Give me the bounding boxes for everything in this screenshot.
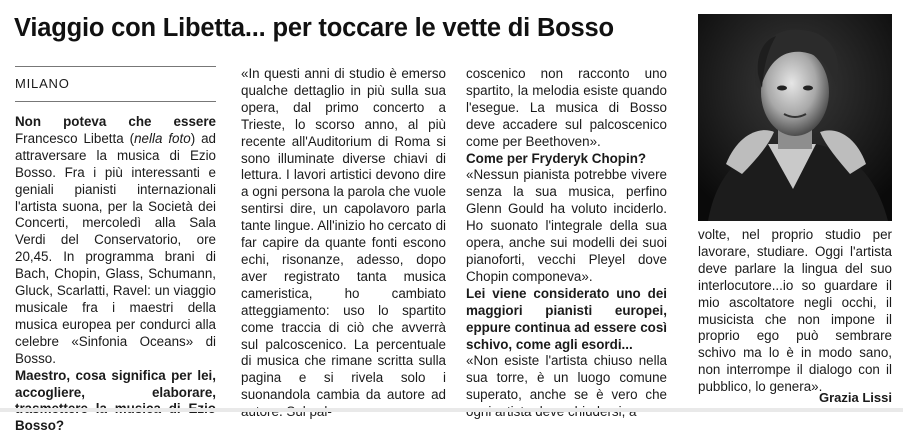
column-2 bbox=[241, 66, 446, 421]
byline: Grazia Lissi bbox=[819, 390, 892, 405]
column-4 bbox=[698, 227, 892, 396]
headline: Viaggio con Libetta... per toccare le vette di Bosso bbox=[14, 14, 614, 42]
column-1 bbox=[15, 66, 216, 435]
answer-1-continued: coscenico non racconto uno spartito, la melodia esiste quando l'esegue. La musica di Bosso deve accadere sul palcoscenico come per Beethoven». bbox=[466, 66, 667, 149]
lead-italic: nella foto bbox=[134, 130, 191, 146]
question-1: Maestro, cosa significa per lei, accogliere, elaborare, Bosso? bbox=[15, 367, 216, 434]
answer-1: «In questi anni di studio è emerso qualche dettaglio in più sulla sua opera, dal primo concerto a Trieste, lo scorso anno, al più recente all'Auditorium di Roma si sono illuminate diverse chiavi di lettura. I lavori artistici devono dire a ogni persona la parola che vuole sentirsi dire, un capolavoro parla tante lingue. All'inizio ho cercato di far capire da quante fonti escono echi, risonanze, adesso, dopo aver registrato tanta musica cameristica, ho cambiato atteggiamento: uso lo spartito come traccia di ciò che avverrà sul palcoscenico. La percentuale di musica che rimane scritta sulla pagina e si rivela solo i suonandola cambia da autore ad bbox=[241, 66, 446, 403]
lead-paragraph bbox=[15, 114, 216, 368]
dateline: MILANO bbox=[15, 66, 216, 102]
column-3-body bbox=[466, 66, 667, 421]
question-2: Come per Fryderyk Chopin? bbox=[466, 150, 647, 166]
question-3: Lei viene considerato uno dei maggiori pianisti europei, eppure continua ad essere così schivo, come agli esordi... bbox=[466, 285, 667, 352]
answer-3a: «Non esiste l'artista chiuso nella sua torre, è un luogo comune superato, anche se è vero che bbox=[466, 353, 667, 403]
answer-3b: volte, nel proprio studio per lavorare, studiare. Oggi l'artista deve parlare la lingua del suo interlocutore...io so guardare il mio ascoltatore negli occhi, il musicista che non impone il proprio ego può sembrare schivo ma lo è in modo sano, non interrompe il dialogo con il pubblico, lo genera». bbox=[698, 227, 892, 395]
lead-text-2: ) ad attraversare la musica di Ezio Bosso. Fra i più interessanti e geniali pianisti internazionali l'artista suona, per la Società dei Concerti, mercoledì alla Sala Verdi del Conservatorio, ore 20,45. In programma brani di Bach, Chopin, Glass, Schumann, Gluck, Scarlatti, Ravel: un viaggio musicale fra i maestri della musica europea per condurci alla celebre «Sinfonia Oceans» di Bosso. bbox=[15, 130, 216, 366]
page-bottom-rule bbox=[0, 408, 903, 412]
portrait-photo bbox=[698, 14, 892, 221]
lead-bold: Non poteva che essere bbox=[15, 114, 216, 129]
lead-text-1: Francesco Libetta ( bbox=[15, 130, 135, 146]
answer-2: «Nessun pianista potrebbe vivere senza la sua musica, perfino Glenn Gould ha voluto inciderlo. Ho suonato l'integrale della sua opera, anche sui modelli dei suoi pianoforti, vecchi Pleyel dove Chopin componeva». bbox=[466, 167, 667, 284]
